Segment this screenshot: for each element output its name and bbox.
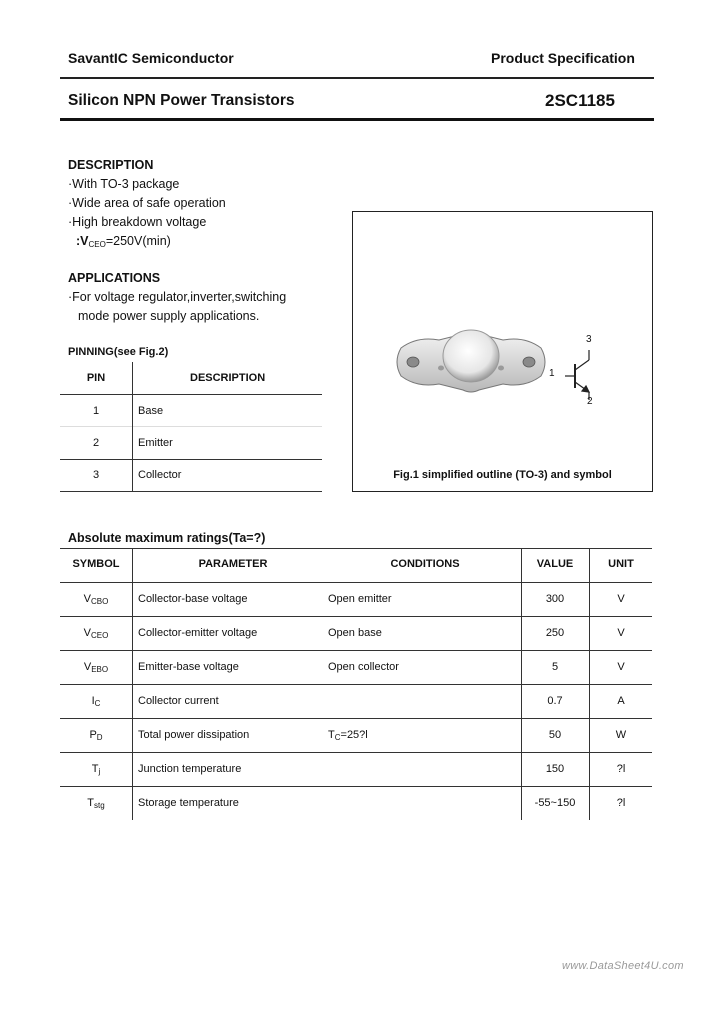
title-divider bbox=[60, 118, 654, 121]
value-cell: 0.7 bbox=[547, 695, 563, 707]
row-rule bbox=[60, 459, 322, 460]
description-title: DESCRIPTION bbox=[68, 158, 154, 172]
npn-symbol-icon bbox=[565, 350, 589, 400]
value-col-header: VALUE bbox=[536, 558, 574, 570]
doc-type: Product Specification bbox=[491, 50, 635, 66]
unit-cell: A bbox=[617, 695, 625, 707]
description-line: ·Wide area of safe operation bbox=[68, 196, 226, 210]
vceo-sub: CEO bbox=[88, 240, 106, 249]
product-line: Silicon NPN Power Transistors bbox=[68, 92, 295, 109]
parameter-col-header: PARAMETER bbox=[198, 558, 268, 570]
unit-cell: V bbox=[617, 593, 625, 605]
pinning-header-rule bbox=[60, 394, 322, 395]
parameter-cell: Collector-base voltage bbox=[138, 593, 248, 605]
conditions-col-header: CONDITIONS bbox=[390, 558, 460, 570]
pin-col-header: PIN bbox=[86, 372, 106, 384]
vceo-value: =250V(min) bbox=[105, 234, 171, 248]
unit-cell: V bbox=[617, 661, 625, 673]
column-divider bbox=[521, 548, 522, 820]
unit-col-header: UNIT bbox=[608, 558, 634, 570]
parameter-cell: Junction temperature bbox=[138, 763, 242, 775]
condition-cell: Open base bbox=[328, 627, 382, 639]
value-cell: 50 bbox=[548, 729, 562, 741]
header-divider bbox=[60, 77, 654, 79]
pin-label-2: 2 bbox=[587, 396, 593, 407]
pin-label-1: 1 bbox=[549, 368, 555, 379]
condition-cell: Open collector bbox=[328, 661, 399, 673]
applications-line: mode power supply applications. bbox=[78, 309, 260, 323]
part-number: 2SC1185 bbox=[545, 91, 615, 110]
symbol-cell: $V_{CEO}$ bbox=[83, 627, 109, 640]
row-rule bbox=[60, 650, 652, 651]
vceo-spec bbox=[76, 234, 171, 249]
figure-box bbox=[352, 211, 653, 492]
value-cell: -55~150 bbox=[534, 797, 576, 809]
row-rule bbox=[60, 426, 322, 427]
value-cell: 300 bbox=[545, 593, 565, 605]
pinning-table bbox=[60, 362, 322, 492]
table-bottom-rule bbox=[60, 491, 322, 492]
header-rule bbox=[60, 582, 652, 583]
pin-number: 2 bbox=[92, 437, 100, 449]
row-rule bbox=[60, 752, 652, 753]
parameter-cell: Collector-emitter voltage bbox=[138, 627, 258, 639]
symbol-cell: $I_C$ bbox=[91, 695, 101, 708]
row-rule bbox=[60, 718, 652, 719]
column-divider bbox=[132, 362, 133, 492]
ratings-title: Absolute maximum ratings(Ta=?) bbox=[68, 531, 266, 545]
pin-label-3: 3 bbox=[586, 334, 592, 345]
pinning-title: PINNING(see Fig.2) bbox=[68, 346, 169, 358]
pin-number: 1 bbox=[92, 405, 100, 417]
unit-cell: V bbox=[617, 627, 625, 639]
symbol-cell: $P_D$ bbox=[89, 729, 103, 742]
symbol-cell: $V_{CBO}$ bbox=[83, 593, 109, 606]
condition-cell: $T_C=25?l$ bbox=[328, 729, 368, 742]
to3-package-icon bbox=[397, 330, 545, 392]
value-cell: 5 bbox=[551, 661, 559, 673]
symbol-cell: $T_j$ bbox=[91, 763, 101, 776]
watermark-link[interactable]: www.DataSheet4U.com bbox=[562, 960, 684, 972]
row-rule bbox=[60, 616, 652, 617]
pin-description: Base bbox=[138, 405, 164, 417]
unit-cell: ?l bbox=[616, 763, 626, 775]
table-top-rule bbox=[60, 548, 652, 549]
pin-description: Emitter bbox=[138, 437, 173, 449]
unit-cell: W bbox=[615, 729, 627, 741]
row-rule bbox=[60, 786, 652, 787]
ratings-table bbox=[60, 548, 652, 820]
desc-col-header: DESCRIPTION bbox=[190, 372, 266, 384]
symbol-cell: $T_{stg}$ bbox=[87, 797, 105, 810]
description-line: ·High breakdown voltage bbox=[68, 215, 207, 229]
to3-outline-and-symbol bbox=[353, 212, 652, 491]
unit-cell: ?l bbox=[616, 797, 626, 809]
pin-description: Collector bbox=[138, 469, 182, 481]
parameter-cell: Total power dissipation bbox=[138, 729, 250, 741]
description-line: ·With TO-3 package bbox=[68, 177, 180, 191]
vceo-prefix: :V bbox=[76, 234, 89, 248]
symbol-col-header: SYMBOL bbox=[72, 558, 120, 570]
parameter-cell: Storage temperature bbox=[138, 797, 239, 809]
value-cell: 250 bbox=[545, 627, 565, 639]
column-divider bbox=[132, 548, 133, 820]
parameter-cell: Collector current bbox=[138, 695, 219, 707]
value-cell: 150 bbox=[545, 763, 565, 775]
applications-line: ·For voltage regulator,inverter,switching bbox=[68, 290, 287, 304]
condition-cell: Open emitter bbox=[328, 593, 392, 605]
column-divider bbox=[589, 548, 590, 820]
company-name: SavantIC Semiconductor bbox=[68, 50, 234, 66]
pin-number: 3 bbox=[92, 469, 100, 481]
figure-caption: Fig.1 simplified outline (TO-3) and symbol bbox=[393, 469, 612, 481]
symbol-cell: $V_{EBO}$ bbox=[83, 661, 109, 674]
row-rule bbox=[60, 684, 652, 685]
applications-title: APPLICATIONS bbox=[68, 271, 161, 285]
parameter-cell: Emitter-base voltage bbox=[138, 661, 239, 673]
